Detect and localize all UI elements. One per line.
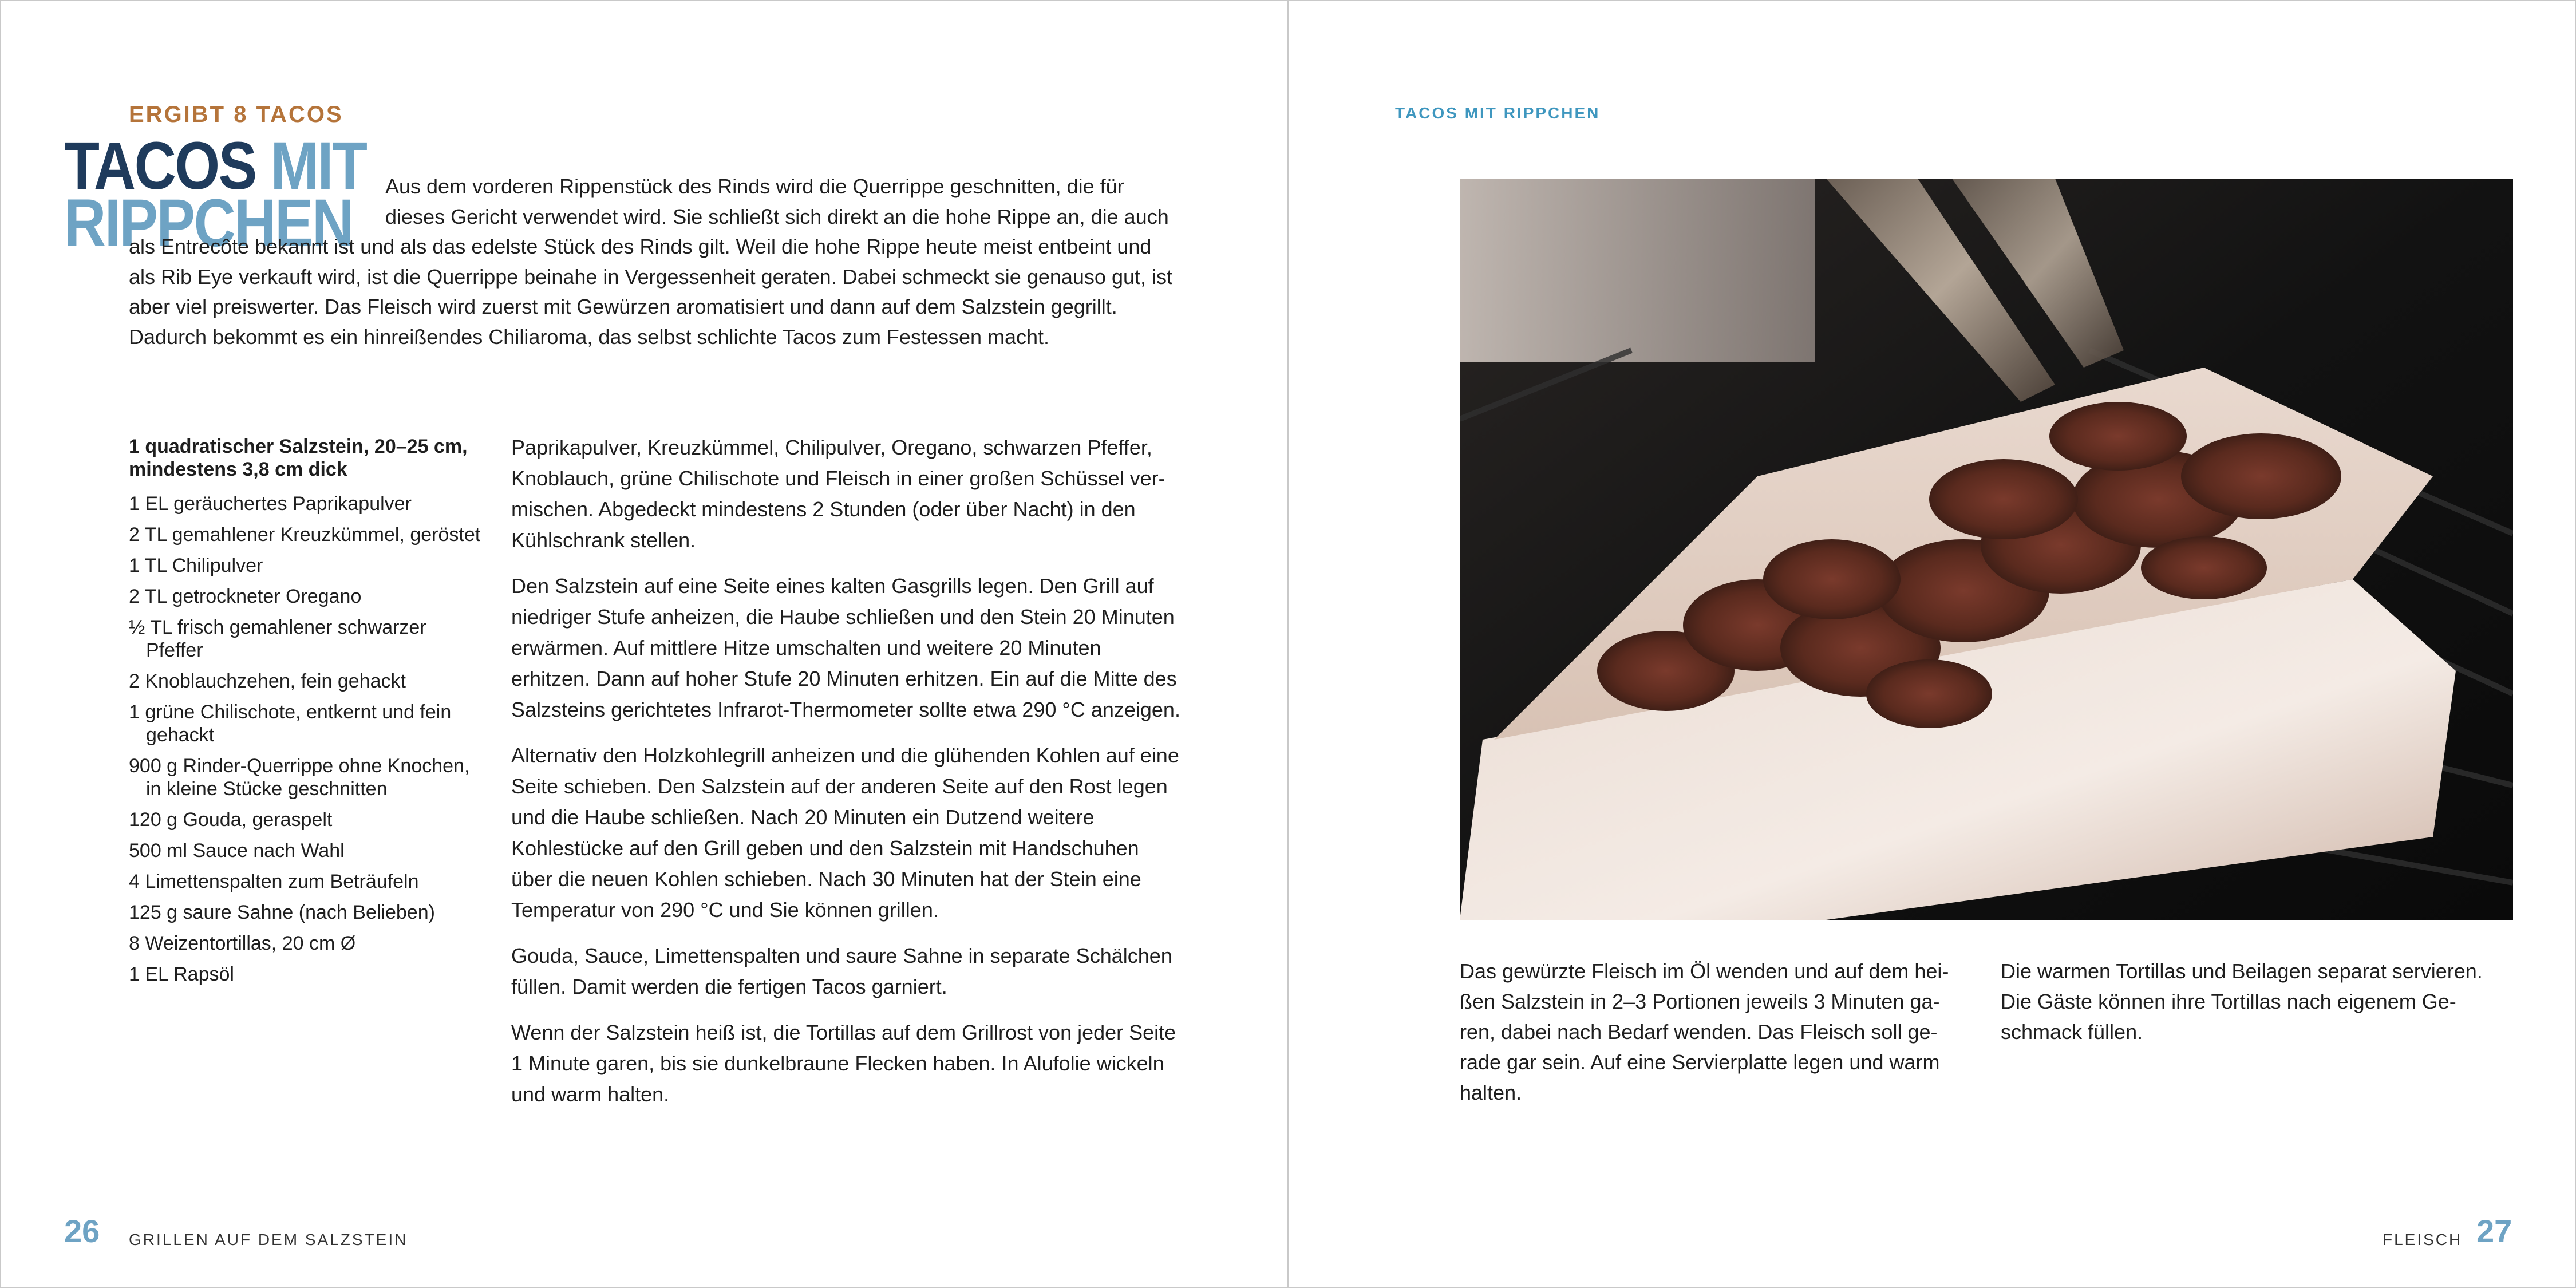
ingredient-item: 1 EL Rapsöl — [129, 963, 234, 985]
intro-paragraph — [129, 172, 1176, 352]
method-column — [511, 432, 1184, 1125]
ingredient-item: 2 TL getrockneter Oregano — [129, 586, 362, 607]
ingredient-item: 1 EL geräuchertes Paprikapulver — [129, 493, 412, 515]
ingredient-item: 2 Knoblauchzehen, fein gehackt — [129, 670, 406, 692]
footer-section-left: GRILLEN AUF DEM SALZSTEIN — [129, 1231, 408, 1249]
method-step: Den Salzstein auf eine Seite eines kalten Gasgrills legen. Den Grill auf niedriger Stufe anheizen, die Haube schließen und den Stein 20 Minuten erwärmen. Auf mittlere Hitze umschalten und weitere 20 Minuten erhitzen. Dann auf hoher Stufe 20 Minuten erhitzen. Ein auf die Mitte des Salzsteins gerichtetes Infrarot-Thermometer sollte etwa 290 °C anzeigen. — [511, 574, 1180, 721]
ingredient-item: 1 grüne Chilischote, entkernt und fein gehackt — [129, 701, 452, 746]
method-step: Wenn der Salzstein heiß ist, die Tortillas auf dem Grillrost von jeder Seite 1 Minute garen, bis sie dunkelbraune Flecken haben. In Alufolie wickeln und warm halten. — [511, 1021, 1176, 1106]
title-word-rippchen: RIPPCHEN — [64, 185, 353, 261]
ingredient-item: 1 TL Chilipulver — [129, 555, 263, 576]
method-step: Alternativ den Holzkohlegrill anheizen und die glühenden Kohlen auf eine Seite schieben. Den Salzstein auf der anderen Seite auf den Rost legen und die Haube schließen. Nach 20 Minuten ein Dutzend weitere Kohlestücke auf den Grill geben und den Salzstein mit Handschuhen über die neuen Kohlen schieben. Nach 30 Minuten hat der Stein eine Temperatur von 290 °C und Sie können grillen. — [511, 744, 1179, 922]
footer-section-right: FLEISCH — [2383, 1231, 2463, 1249]
ingredient-item: ½ TL frisch gemahlener schwarzer Pfeffer — [129, 617, 426, 661]
method-step: Paprikapulver, Kreuzkümmel, Chilipulver, Oregano, schwarzen Pfeffer, Knoblauch, grüne Chilischote und Fleisch in einer großen Schüssel vermischen. Abgedeckt mindestens 2 Stunden (oder über Nacht) in den Kühlschrank stellen. — [511, 436, 1165, 552]
ingredient-item: 4 Limettenspalten zum Beträufeln — [129, 871, 419, 892]
ingredient-item: 900 g Rinder-Querrippe ohne Knochen, in kleine Stücke geschnitten — [129, 755, 470, 800]
ingredient-item: 125 g saure Sahne (nach Belieben) — [129, 902, 435, 923]
salt-block-steak-photo — [1460, 179, 2513, 920]
title-word-tacos: TACOS — [64, 128, 256, 204]
ingredient-item: 500 ml Sauce nach Wahl — [129, 840, 345, 862]
caption-right: Die warmen Tortillas und Beilagen separat servieren. Die Gäste können ihre Tortillas nach eigenem Geschmack füllen. — [2001, 959, 2483, 1044]
ingredients-header: 1 quadratischer Salzstein, 20–25 cm, mindestens 3,8 cm dick — [129, 436, 468, 480]
intro-text: Aus dem vorderen Rippenstück des Rinds wird die Querrippe geschnitten, die für dieses Gericht verwendet wird. Sie schließt sich direkt an die hohe Rippe an, die auch als Entrecôte bekannt ist und als das edelste Stück des Rinds gilt. Weil die hohe Rippe heute meist entbeint und als Rib Eye verkauft wird, ist die Querrippe beinahe in Vergessenheit geraten. Dabei schmeckt sie genauso gut, ist aber viel preiswerter. Das Fleisch wird zuerst mit Gewürzen aromatisiert und dann auf dem Salzstein gegrillt. Dadurch bekommt es ein hinreißendes Chiliaroma, das selbst schlichte Tacos zum Festessen macht. — [129, 175, 1172, 349]
ingredients-column — [129, 435, 484, 994]
ingredient-item: 8 Weizentortillas, 20 cm Ø — [129, 933, 356, 954]
right-page — [1288, 0, 2576, 1288]
page-number-right: 27 — [2476, 1213, 2512, 1249]
ingredient-item: 2 TL gemahlener Kreuzkümmel, geröstet — [129, 524, 481, 546]
ingredients-list — [129, 492, 484, 986]
ingredient-item: 120 g Gouda, geraspelt — [129, 809, 333, 831]
title-word-mit: MIT — [270, 128, 366, 204]
method-step: Gouda, Sauce, Limettenspalten und saure Sahne in separate Schälchen füllen. Damit werden die fertigen Tacos garniert. — [511, 944, 1172, 998]
caption-left: Das gewürzte Fleisch im Öl wenden und auf dem heißen Salzstein in 2–3 Portionen jeweils 3 Minuten garen, dabei nach Bedarf wenden. Das Fleisch soll gerade gar sein. Auf eine Servierplatte legen und warm halten. — [1460, 959, 1949, 1104]
running-head: TACOS MIT RIPPCHEN — [1395, 104, 1601, 122]
page-number-left: 26 — [64, 1213, 100, 1249]
yields-label: ERGIBT 8 TACOS — [129, 102, 343, 127]
recipe-photo — [1460, 179, 2513, 920]
